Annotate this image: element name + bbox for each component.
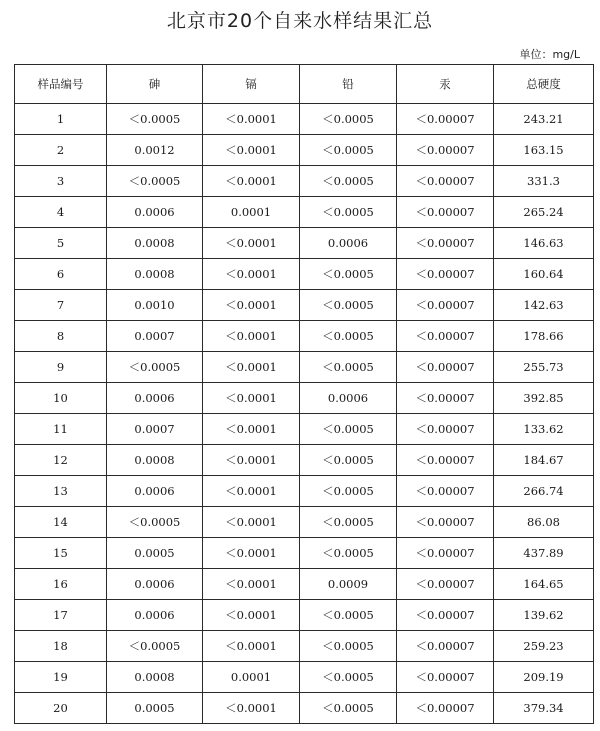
cell-total-hardness: 160.64: [494, 259, 594, 290]
cell-mercury: ＜0.00007: [397, 290, 494, 321]
cell-mercury: ＜0.00007: [397, 631, 494, 662]
cell-sample-id: 11: [15, 414, 107, 445]
cell-arsenic: 0.0008: [107, 662, 203, 693]
cell-mercury: ＜0.00007: [397, 445, 494, 476]
header-mercury: 汞: [397, 65, 494, 104]
cell-lead: ＜0.0005: [300, 352, 397, 383]
table-row: [15, 259, 594, 290]
cell-sample-id: 15: [15, 538, 107, 569]
cell-cadmium: ＜0.0001: [203, 693, 300, 724]
cell-arsenic: 0.0010: [107, 290, 203, 321]
cell-cadmium: ＜0.0001: [203, 135, 300, 166]
cell-arsenic: 0.0005: [107, 538, 203, 569]
header-cadmium: 镉: [203, 65, 300, 104]
cell-lead: ＜0.0005: [300, 321, 397, 352]
cell-arsenic: 0.0007: [107, 414, 203, 445]
cell-sample-id: 7: [15, 290, 107, 321]
cell-arsenic: 0.0006: [107, 600, 203, 631]
cell-arsenic: 0.0005: [107, 693, 203, 724]
cell-total-hardness: 146.63: [494, 228, 594, 259]
cell-arsenic: ＜0.0005: [107, 166, 203, 197]
cell-total-hardness: 255.73: [494, 352, 594, 383]
cell-total-hardness: 184.67: [494, 445, 594, 476]
table-row: [15, 507, 594, 538]
cell-mercury: ＜0.00007: [397, 414, 494, 445]
cell-sample-id: 10: [15, 383, 107, 414]
cell-total-hardness: 379.34: [494, 693, 594, 724]
cell-lead: ＜0.0005: [300, 693, 397, 724]
cell-total-hardness: 163.15: [494, 135, 594, 166]
table-header: [15, 65, 594, 104]
table-row: [15, 662, 594, 693]
cell-lead: ＜0.0005: [300, 445, 397, 476]
cell-sample-id: 8: [15, 321, 107, 352]
table-row: [15, 135, 594, 166]
cell-total-hardness: 178.66: [494, 321, 594, 352]
cell-lead: ＜0.0005: [300, 197, 397, 228]
cell-sample-id: 3: [15, 166, 107, 197]
cell-lead: ＜0.0005: [300, 600, 397, 631]
cell-cadmium: ＜0.0001: [203, 321, 300, 352]
cell-lead: ＜0.0005: [300, 507, 397, 538]
cell-lead: ＜0.0005: [300, 476, 397, 507]
table-body: [15, 104, 594, 724]
cell-cadmium: 0.0001: [203, 197, 300, 228]
table-row: [15, 569, 594, 600]
cell-mercury: ＜0.00007: [397, 104, 494, 135]
cell-mercury: ＜0.00007: [397, 600, 494, 631]
cell-cadmium: ＜0.0001: [203, 507, 300, 538]
cell-mercury: ＜0.00007: [397, 321, 494, 352]
cell-total-hardness: 133.62: [494, 414, 594, 445]
cell-sample-id: 19: [15, 662, 107, 693]
cell-sample-id: 9: [15, 352, 107, 383]
cell-cadmium: ＜0.0001: [203, 600, 300, 631]
cell-cadmium: ＜0.0001: [203, 631, 300, 662]
cell-total-hardness: 139.62: [494, 600, 594, 631]
cell-sample-id: 20: [15, 693, 107, 724]
cell-cadmium: ＜0.0001: [203, 383, 300, 414]
cell-mercury: ＜0.00007: [397, 569, 494, 600]
cell-cadmium: ＜0.0001: [203, 476, 300, 507]
cell-cadmium: ＜0.0001: [203, 166, 300, 197]
cell-arsenic: 0.0008: [107, 259, 203, 290]
table-row: [15, 104, 594, 135]
cell-total-hardness: 164.65: [494, 569, 594, 600]
cell-mercury: ＜0.00007: [397, 352, 494, 383]
table-row: [15, 693, 594, 724]
cell-mercury: ＜0.00007: [397, 693, 494, 724]
header-lead: 铅: [300, 65, 397, 104]
header-arsenic: 砷: [107, 65, 203, 104]
cell-cadmium: ＜0.0001: [203, 352, 300, 383]
table-row: [15, 321, 594, 352]
cell-sample-id: 14: [15, 507, 107, 538]
table-row: [15, 352, 594, 383]
cell-arsenic: ＜0.0005: [107, 507, 203, 538]
cell-total-hardness: 265.24: [494, 197, 594, 228]
table-row: [15, 476, 594, 507]
cell-mercury: ＜0.00007: [397, 383, 494, 414]
cell-total-hardness: 259.23: [494, 631, 594, 662]
cell-total-hardness: 437.89: [494, 538, 594, 569]
unit-label: 单位：mg/L: [519, 48, 580, 61]
cell-sample-id: 13: [15, 476, 107, 507]
cell-mercury: ＜0.00007: [397, 476, 494, 507]
table-row: [15, 445, 594, 476]
cell-cadmium: 0.0001: [203, 662, 300, 693]
cell-arsenic: ＜0.0005: [107, 104, 203, 135]
cell-sample-id: 5: [15, 228, 107, 259]
cell-sample-id: 1: [15, 104, 107, 135]
cell-arsenic: 0.0006: [107, 569, 203, 600]
cell-mercury: ＜0.00007: [397, 197, 494, 228]
cell-total-hardness: 142.63: [494, 290, 594, 321]
cell-total-hardness: 86.08: [494, 507, 594, 538]
table-row: [15, 383, 594, 414]
table-row: [15, 166, 594, 197]
cell-arsenic: ＜0.0005: [107, 631, 203, 662]
cell-sample-id: 17: [15, 600, 107, 631]
cell-mercury: ＜0.00007: [397, 662, 494, 693]
cell-lead: ＜0.0005: [300, 631, 397, 662]
cell-lead: 0.0006: [300, 383, 397, 414]
cell-cadmium: ＜0.0001: [203, 290, 300, 321]
cell-arsenic: 0.0012: [107, 135, 203, 166]
cell-cadmium: ＜0.0001: [203, 259, 300, 290]
cell-total-hardness: 331.3: [494, 166, 594, 197]
table-row: [15, 197, 594, 228]
cell-sample-id: 4: [15, 197, 107, 228]
cell-lead: ＜0.0005: [300, 414, 397, 445]
table-row: [15, 290, 594, 321]
cell-lead: ＜0.0005: [300, 290, 397, 321]
results-table: [14, 64, 594, 724]
page-title: 北京市20个自来水样结果汇总: [166, 10, 434, 32]
table-row: [15, 228, 594, 259]
cell-lead: ＜0.0005: [300, 662, 397, 693]
cell-arsenic: 0.0008: [107, 445, 203, 476]
cell-mercury: ＜0.00007: [397, 259, 494, 290]
cell-mercury: ＜0.00007: [397, 507, 494, 538]
cell-lead: ＜0.0005: [300, 135, 397, 166]
cell-sample-id: 16: [15, 569, 107, 600]
cell-cadmium: ＜0.0001: [203, 569, 300, 600]
cell-mercury: ＜0.00007: [397, 166, 494, 197]
cell-arsenic: 0.0006: [107, 197, 203, 228]
table-row: [15, 538, 594, 569]
cell-arsenic: ＜0.0005: [107, 352, 203, 383]
cell-lead: ＜0.0005: [300, 538, 397, 569]
cell-total-hardness: 209.19: [494, 662, 594, 693]
cell-sample-id: 18: [15, 631, 107, 662]
cell-mercury: ＜0.00007: [397, 538, 494, 569]
cell-lead: ＜0.0005: [300, 166, 397, 197]
cell-arsenic: 0.0006: [107, 476, 203, 507]
table-row: [15, 414, 594, 445]
cell-cadmium: ＜0.0001: [203, 538, 300, 569]
cell-total-hardness: 392.85: [494, 383, 594, 414]
cell-cadmium: ＜0.0001: [203, 414, 300, 445]
table-row: [15, 631, 594, 662]
cell-cadmium: ＜0.0001: [203, 228, 300, 259]
cell-arsenic: 0.0008: [107, 228, 203, 259]
header-row: [15, 65, 594, 104]
cell-lead: 0.0009: [300, 569, 397, 600]
cell-mercury: ＜0.00007: [397, 135, 494, 166]
cell-lead: ＜0.0005: [300, 259, 397, 290]
cell-total-hardness: 243.21: [494, 104, 594, 135]
cell-arsenic: 0.0006: [107, 383, 203, 414]
cell-sample-id: 2: [15, 135, 107, 166]
cell-cadmium: ＜0.0001: [203, 445, 300, 476]
cell-sample-id: 6: [15, 259, 107, 290]
cell-total-hardness: 266.74: [494, 476, 594, 507]
table-row: [15, 600, 594, 631]
cell-lead: ＜0.0005: [300, 104, 397, 135]
header-total-hardness: 总硬度: [494, 65, 594, 104]
cell-arsenic: 0.0007: [107, 321, 203, 352]
cell-sample-id: 12: [15, 445, 107, 476]
cell-cadmium: ＜0.0001: [203, 104, 300, 135]
cell-mercury: ＜0.00007: [397, 228, 494, 259]
cell-lead: 0.0006: [300, 228, 397, 259]
header-sample-id: 样品编号: [15, 65, 107, 104]
